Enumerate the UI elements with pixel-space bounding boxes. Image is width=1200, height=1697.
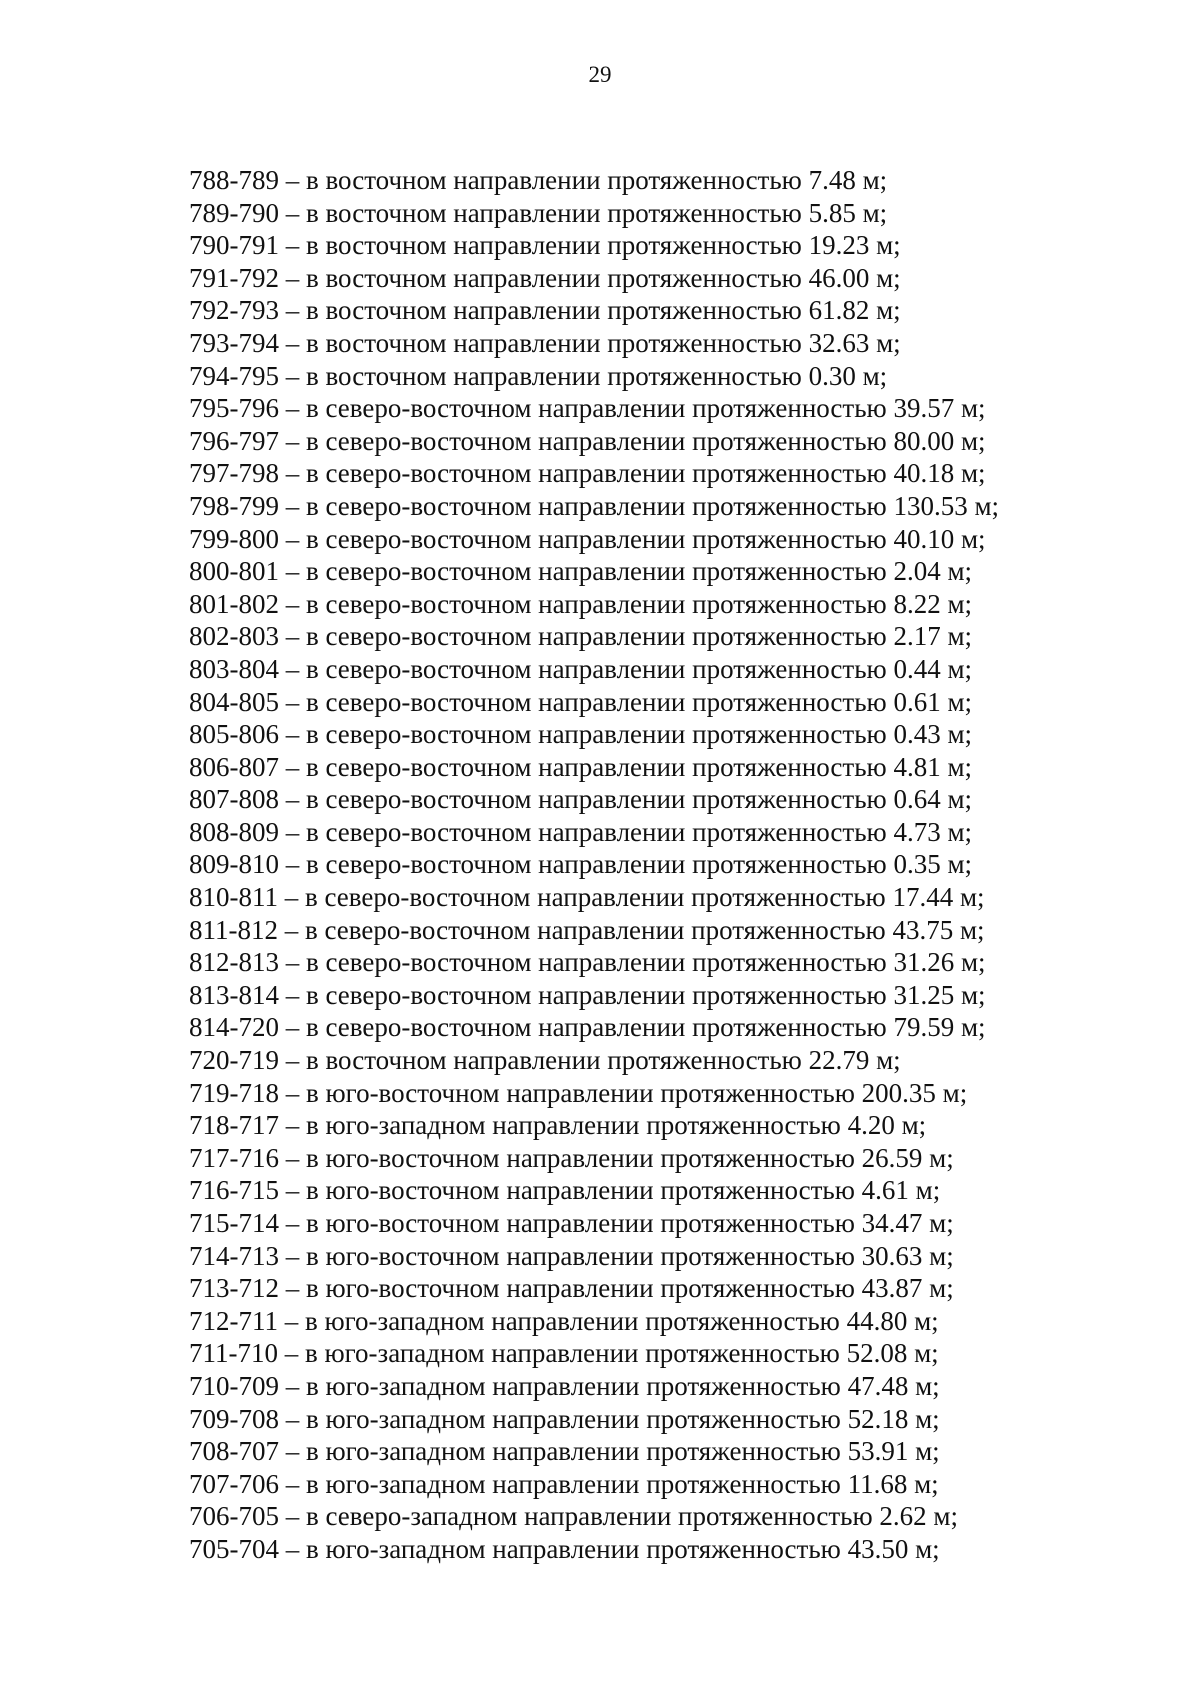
boundary-segment-line: 796-797 – в северо-восточном направлении протяженностью 80.00 м; <box>189 425 986 456</box>
boundary-segment-line: 810-811 – в северо-восточном направлении протяженностью 17.44 м; <box>189 882 985 913</box>
boundary-segment-line: 713-712 – в юго-восточном направлении протяженностью 43.87 м; <box>189 1273 954 1304</box>
boundary-segment-line: 814-720 – в северо-восточном направлении протяженностью 79.59 м; <box>189 1012 986 1043</box>
boundary-segment-line: 719-718 – в юго-восточном направлении протяженностью 200.35 м; <box>189 1077 968 1108</box>
boundary-segment-line: 710-709 – в юго-западном направлении протяженностью 47.48 м; <box>189 1370 940 1401</box>
boundary-segment-line: 714-713 – в юго-восточном направлении протяженностью 30.63 м; <box>189 1240 954 1271</box>
boundary-segment-line: 803-804 – в северо-восточном направлении протяженностью 0.44 м; <box>189 653 973 684</box>
boundary-segment-line: 791-792 – в восточном направлении протяженностью 46.00 м; <box>189 262 901 293</box>
boundary-segment-line: 806-807 – в северо-восточном направлении протяженностью 4.81 м; <box>189 751 973 782</box>
boundary-segment-line: 808-809 – в северо-восточном направлении протяженностью 4.73 м; <box>189 816 973 847</box>
page-number: 29 <box>588 62 612 87</box>
boundary-segment-line: 788-789 – в восточном направлении протяженностью 7.48 м; <box>189 165 888 195</box>
boundary-segment-line: 708-707 – в юго-западном направлении протяженностью 53.91 м; <box>189 1436 940 1467</box>
boundary-segment-line: 792-793 – в восточном направлении протяженностью 61.82 м; <box>189 295 901 326</box>
boundary-segment-line: 790-791 – в восточном направлении протяженностью 19.23 м; <box>189 230 901 261</box>
boundary-segment-line: 712-711 – в юго-западном направлении протяженностью 44.80 м; <box>189 1305 939 1336</box>
boundary-segment-line: 711-710 – в юго-западном направлении протяженностью 52.08 м; <box>189 1338 939 1369</box>
boundary-segment-line: 797-798 – в северо-восточном направлении протяженностью 40.18 м; <box>189 458 986 489</box>
boundary-segment-line: 799-800 – в северо-восточном направлении протяженностью 40.10 м; <box>189 523 986 554</box>
boundary-segment-line: 813-814 – в северо-восточном направлении протяженностью 31.25 м; <box>189 979 986 1010</box>
boundary-segment-line: 789-790 – в восточном направлении протяженностью 5.85 м; <box>189 197 888 228</box>
boundary-segment-list <box>189 164 999 1566</box>
boundary-segment-line: 811-812 – в северо-восточном направлении протяженностью 43.75 м; <box>189 914 985 945</box>
boundary-segment-line: 801-802 – в северо-восточном направлении протяженностью 8.22 м; <box>189 588 973 619</box>
boundary-segment-line: 709-708 – в юго-западном направлении протяженностью 52.18 м; <box>189 1403 940 1434</box>
boundary-segment-line: 717-716 – в юго-восточном направлении протяженностью 26.59 м; <box>189 1142 954 1173</box>
boundary-segment-line: 715-714 – в юго-восточном направлении протяженностью 34.47 м; <box>189 1208 954 1238</box>
boundary-segment-line: 794-795 – в восточном направлении протяженностью 0.30 м; <box>189 360 888 391</box>
boundary-segment-line: 809-810 – в северо-восточном направлении протяженностью 0.35 м; <box>189 849 973 880</box>
boundary-segment-line: 716-715 – в юго-восточном направлении протяженностью 4.61 м; <box>189 1175 941 1206</box>
boundary-segment-line: 706-705 – в северо-западном направлении протяженностью 2.62 м; <box>189 1501 958 1532</box>
boundary-segment-line: 807-808 – в северо-восточном направлении протяженностью 0.64 м; <box>189 784 973 815</box>
boundary-segment-line: 793-794 – в восточном направлении протяженностью 32.63 м; <box>189 327 901 358</box>
boundary-segment-line: 804-805 – в северо-восточном направлении протяженностью 0.61 м; <box>189 686 973 717</box>
boundary-segment-line: 805-806 – в северо-восточном направлении протяженностью 0.43 м; <box>189 719 973 750</box>
boundary-segment-line: 800-801 – в северо-восточном направлении протяженностью 2.04 м; <box>189 556 973 587</box>
boundary-segment-line: 707-706 – в юго-западном направлении протяженностью 11.68 м; <box>189 1468 939 1499</box>
boundary-segment-line: 718-717 – в юго-западном направлении протяженностью 4.20 м; <box>189 1110 927 1141</box>
boundary-segment-line: 798-799 – в северо-восточном направлении протяженностью 130.53 м; <box>189 490 1000 521</box>
boundary-segment-line: 812-813 – в северо-восточном направлении протяженностью 31.26 м; <box>189 947 986 978</box>
boundary-segment-line: 720-719 – в восточном направлении протяженностью 22.79 м; <box>189 1045 901 1076</box>
boundary-segment-line: 705-704 – в юго-западном направлении протяженностью 43.50 м; <box>189 1533 940 1564</box>
boundary-segment-line: 795-796 – в северо-восточном направлении протяженностью 39.57 м; <box>189 393 986 424</box>
boundary-segment-line: 802-803 – в северо-восточном направлении протяженностью 2.17 м; <box>189 621 973 652</box>
